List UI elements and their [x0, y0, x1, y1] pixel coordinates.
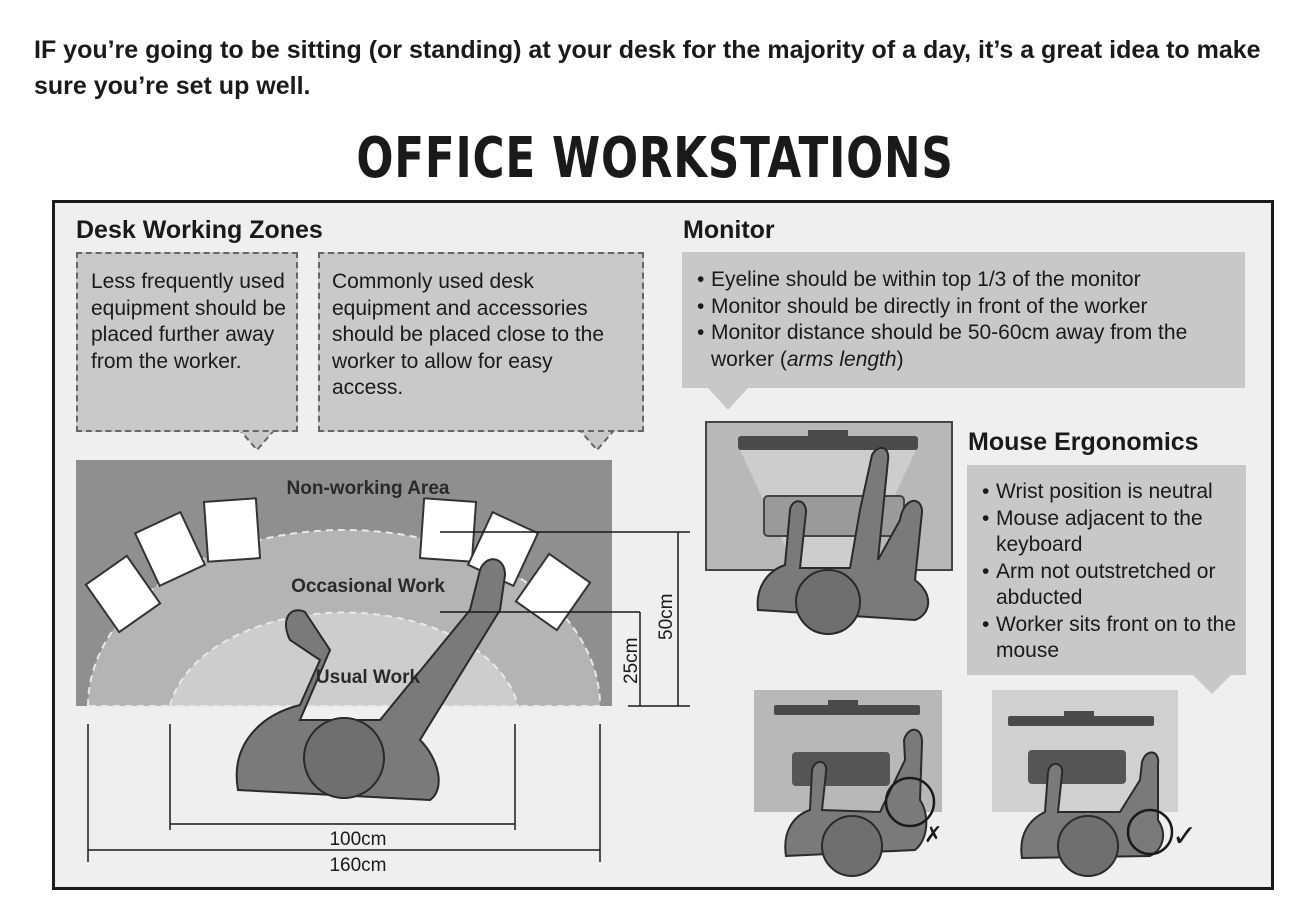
mouse-bullet-4: • Worker sits front on to the mouse [982, 612, 1238, 665]
label-160cm: 160cm [329, 855, 387, 876]
monitor-bullets [697, 267, 1237, 373]
keyboard-right [1028, 750, 1126, 784]
wrong-mark-icon: ✗ [924, 823, 943, 848]
mouse-title: Mouse Ergonomics [968, 428, 1199, 456]
right-mark-icon: ✓ [1172, 819, 1198, 854]
label-usual: Usual Work [315, 667, 421, 688]
label-100cm: 100cm [329, 829, 387, 850]
intro-paragraph: IF you’re going to be sitting (or standing) at your desk for the majority of a day, it’s a great idea to make sure you’re set up well. [34, 36, 1261, 100]
zones-title: Desk Working Zones [76, 216, 323, 244]
monitor-title: Monitor [683, 216, 775, 244]
monitor-bullet-1: • Eyeline should be within top 1/3 of the monitor [697, 267, 1237, 294]
monitor-bullet-3: • Monitor distance should be 50-60cm away from the worker (arms length) [697, 320, 1237, 373]
monitor-screen [738, 436, 918, 450]
mouse-bullet-2: • Mouse adjacent to the keyboard [982, 506, 1238, 559]
label-50cm: 50cm [656, 593, 677, 640]
label-occasional: Occasional Work [291, 576, 445, 597]
label-25cm: 25cm [621, 637, 642, 684]
zones-box-close-text: Commonly used desk equipment and accessories should be placed close to the worker to allow for easy access. [332, 270, 605, 399]
monitor-bullet-2: • Monitor should be directly in front of the worker [697, 294, 1237, 321]
mouse-bullet-1: • Wrist position is neutral [982, 479, 1238, 506]
zones-box-far-text: Less frequently used equipment should be placed further away from the worker. [91, 270, 286, 373]
mouse-bullets [982, 479, 1238, 665]
mouse-bullet-3: • Arm not outstretched or abducted [982, 559, 1238, 612]
infographic-title: OFFICE WORKSTATIONS [356, 126, 954, 191]
label-non-working: Non-working Area [286, 478, 450, 499]
keyboard-wrong [792, 752, 890, 786]
